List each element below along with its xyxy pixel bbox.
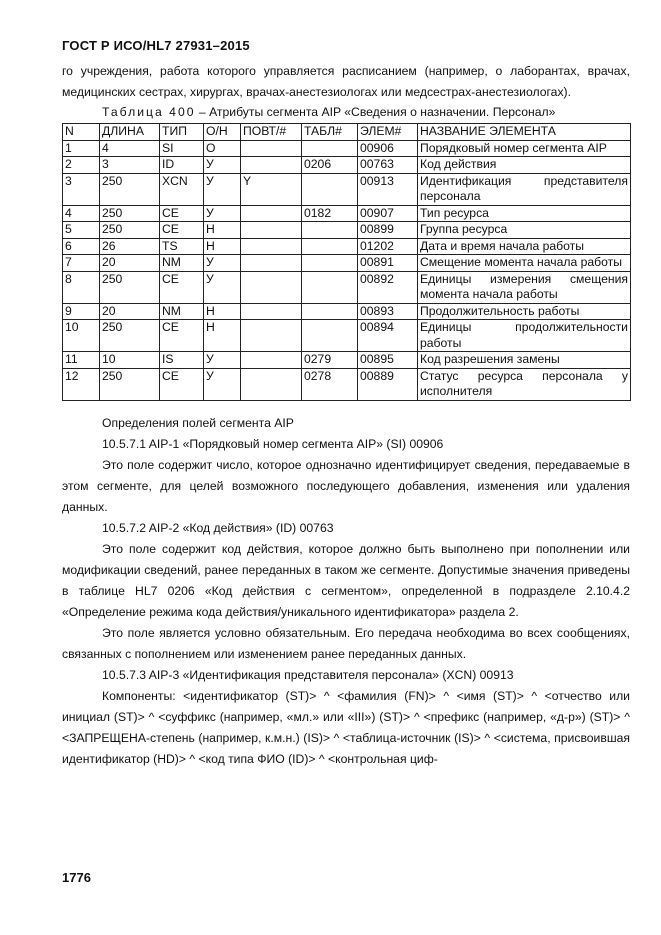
table-cell: У	[204, 352, 241, 369]
table-cell: У	[204, 205, 241, 222]
table-cell: Порядковый номер сегмента AIP	[418, 140, 631, 157]
table-cell: ID	[160, 157, 204, 174]
table-cell: Единицы измерения смещения момента начала работы	[418, 271, 631, 303]
column-header: ЭЛЕМ#	[358, 124, 418, 141]
table-cell: Группа ресурса	[418, 222, 631, 239]
table-cell	[302, 222, 358, 239]
table-cell: 0182	[302, 205, 358, 222]
table-row	[63, 157, 631, 174]
table-cell: XCN	[160, 173, 204, 205]
section-2-note: Это поле является условно обязательным. Его передача необходима во всех сообщениях, связанных с пополнением или изменением ранее переданных данных.	[62, 625, 630, 661]
table-cell: У	[204, 157, 241, 174]
page-number: 1776	[62, 870, 91, 885]
table-cell	[241, 255, 302, 272]
section-1-heading: 10.5.7.1 AIP-1 «Порядковый номер сегмента AIP» (SI) 00906	[102, 436, 444, 451]
table-cell: 0278	[302, 368, 358, 400]
table-cell: 9	[63, 303, 100, 320]
table-cell	[241, 222, 302, 239]
section-1-text: Это поле содержит число, которое однозначно идентифицирует сведения, передаваемые в этом сегменте, для целей возможного последующего добавления, изменения или удаления данных.	[62, 457, 630, 514]
table-cell: Дата и время начала работы	[418, 238, 631, 255]
table-cell: 250	[100, 173, 160, 205]
table-cell: Статус ресурса персонала у исполнителя	[418, 368, 631, 400]
table-cell: 250	[100, 205, 160, 222]
table-cell: 00906	[358, 140, 418, 157]
table-cell: Тип ресурса	[418, 205, 631, 222]
table-cell: 00893	[358, 303, 418, 320]
table-cell: 00899	[358, 222, 418, 239]
table-row	[63, 222, 631, 239]
column-header: ПОВТ/#	[241, 124, 302, 141]
table-cell: 5	[63, 222, 100, 239]
table-cell: Н	[204, 238, 241, 255]
table-cell: У	[204, 271, 241, 303]
table-cell	[302, 255, 358, 272]
table-cell: 0206	[302, 157, 358, 174]
table-cell: 00913	[358, 173, 418, 205]
table-cell: CE	[160, 368, 204, 400]
table-cell: Y	[241, 173, 302, 205]
table-row	[63, 173, 631, 205]
definitions-heading: Определения полей сегмента AIP	[102, 415, 294, 430]
table-cell	[241, 320, 302, 352]
table-cell: 11	[63, 352, 100, 369]
table-row	[63, 303, 631, 320]
table-cell: CE	[160, 205, 204, 222]
table-cell: Н	[204, 222, 241, 239]
table-cell: Смещение момента начала работы	[418, 255, 631, 272]
table-cell: 00891	[358, 255, 418, 272]
table-cell: 00894	[358, 320, 418, 352]
table-cell: 00763	[358, 157, 418, 174]
table-cell: Н	[204, 303, 241, 320]
table-row	[63, 205, 631, 222]
table-cell: Продолжительность работы	[418, 303, 631, 320]
section-2-heading: 10.5.7.2 AIP-2 «Код действия» (ID) 00763	[102, 520, 334, 535]
table-cell: У	[204, 255, 241, 272]
document-page	[62, 38, 630, 770]
table-cell: 01202	[358, 238, 418, 255]
table-cell	[302, 303, 358, 320]
table-row	[63, 368, 631, 400]
table-cell: 7	[63, 255, 100, 272]
table-cell: У	[204, 173, 241, 205]
table-cell: Код действия	[418, 157, 631, 174]
table-cell: О	[204, 140, 241, 157]
table-cell: 20	[100, 255, 160, 272]
table-cell: Н	[204, 320, 241, 352]
table-body	[63, 140, 631, 400]
table-cell	[241, 140, 302, 157]
table-cell: 00907	[358, 205, 418, 222]
table-cell: 20	[100, 303, 160, 320]
table-cell: Код разрешения замены	[418, 352, 631, 369]
table-cell: 3	[100, 157, 160, 174]
table-cell	[241, 271, 302, 303]
table-row	[63, 352, 631, 369]
table-cell: 26	[100, 238, 160, 255]
table-cell: 4	[100, 140, 160, 157]
table-cell: 10	[100, 352, 160, 369]
table-cell: 1	[63, 140, 100, 157]
table-cell: IS	[160, 352, 204, 369]
table-cell	[241, 352, 302, 369]
table-cell	[241, 157, 302, 174]
section-3-text: Компоненты: <идентификатор (ST)> ^ <фамилия (FN)> ^ <имя (ST)> ^ <отчество или инициал (ST)> ^ <суффикс (например, «мл.» или «III») (ST)> ^ <префикс (например, «д-р») (ST)> ^ <ЗАПРЕЩЕНА-степень (например, к.м.н.) (IS)> ^ <таблица-источник (IS)> ^ <система, присвоившая идентификатор (HD)> ^ <код типа ФИО (ID)> ^ <контрольная циф-	[62, 688, 630, 766]
table-cell: 250	[100, 368, 160, 400]
table-row	[63, 271, 631, 303]
table-cell	[241, 205, 302, 222]
table-cell: 0279	[302, 352, 358, 369]
table-caption-label: Таблица 400	[102, 105, 196, 119]
table-cell	[241, 303, 302, 320]
table-caption-text: – Атрибуты сегмента AIP «Сведения о назначении. Персонал»	[195, 105, 556, 119]
intro-paragraph: го учреждения, работа которого управляется расписанием (например, о лаборантах, врачах, медицинских сестрах, хирургах, врачах-анестезиологах или медсестрах-анестезиологах).	[62, 64, 630, 99]
table-cell: У	[204, 368, 241, 400]
table-cell	[302, 320, 358, 352]
table-cell: NM	[160, 255, 204, 272]
document-header: ГОСТ Р ИСО/HL7 27931–2015	[62, 38, 250, 53]
table-cell: CE	[160, 320, 204, 352]
table-cell: 12	[63, 368, 100, 400]
table-cell	[302, 173, 358, 205]
section-2-text: Это поле содержит код действия, которое должно быть выполнено при пополнении или модификации сведений, ранее переданных в таком же сегменте. Допустимые значения приведены в таблице HL7 0206 «Код действия с сегментом», определенной в подразделе 2.10.4.2 «Определение режима кода действия/уникального идентификатора» раздела 2.	[62, 541, 630, 619]
attributes-table	[62, 123, 631, 401]
table-cell: 00892	[358, 271, 418, 303]
table-caption	[102, 103, 630, 121]
table-cell	[302, 238, 358, 255]
table-cell: 00895	[358, 352, 418, 369]
table-cell	[241, 238, 302, 255]
table-cell	[241, 368, 302, 400]
table-cell: 250	[100, 320, 160, 352]
table-cell	[302, 271, 358, 303]
column-header: N	[63, 124, 100, 141]
table-cell	[302, 140, 358, 157]
column-header: ДЛИНА	[100, 124, 160, 141]
table-cell: 250	[100, 271, 160, 303]
table-row	[63, 320, 631, 352]
column-header: ТИП	[160, 124, 204, 141]
table-cell: 4	[63, 205, 100, 222]
table-cell: SI	[160, 140, 204, 157]
table-cell: Идентификация представителя персонала	[418, 173, 631, 205]
column-header: ТАБЛ#	[302, 124, 358, 141]
table-cell: 8	[63, 271, 100, 303]
table-cell: NM	[160, 303, 204, 320]
table-row	[63, 238, 631, 255]
table-cell: 00889	[358, 368, 418, 400]
table-cell: 10	[63, 320, 100, 352]
table-cell: TS	[160, 238, 204, 255]
table-header-row	[63, 124, 631, 141]
table-cell: 6	[63, 238, 100, 255]
table-row	[63, 255, 631, 272]
table-cell: 2	[63, 157, 100, 174]
table-cell: CE	[160, 222, 204, 239]
column-header: О/Н	[204, 124, 241, 141]
section-3-heading: 10.5.7.3 AIP-3 «Идентификация представителя персонала» (XCN) 00913	[102, 667, 514, 682]
table-cell: 250	[100, 222, 160, 239]
table-cell: CE	[160, 271, 204, 303]
table-cell: 3	[63, 173, 100, 205]
column-header: НАЗВАНИЕ ЭЛЕМЕНТА	[418, 124, 631, 141]
table-row	[63, 140, 631, 157]
table-cell: Единицы продолжительности работы	[418, 320, 631, 352]
